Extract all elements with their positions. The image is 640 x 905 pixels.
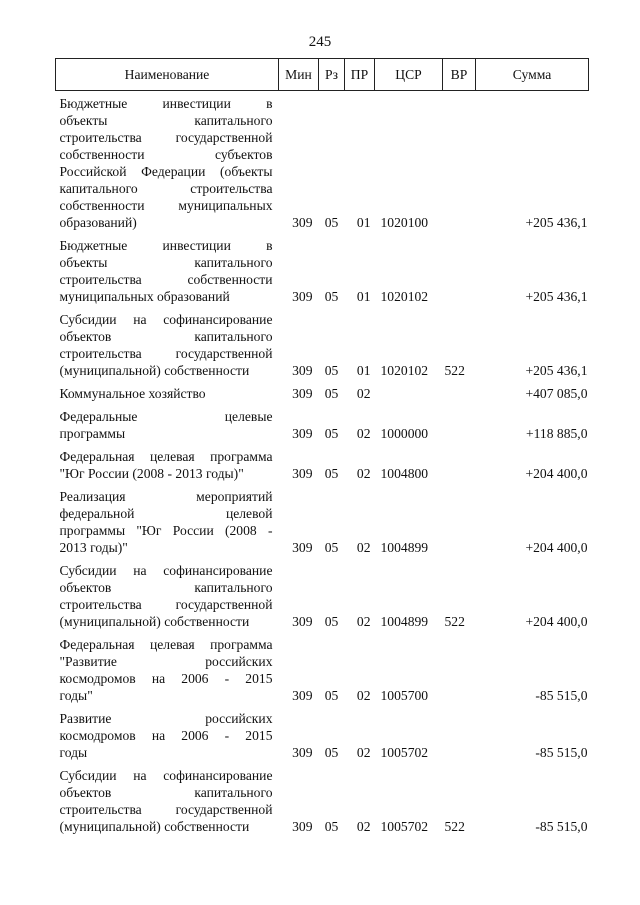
row-min: 309 xyxy=(292,215,313,230)
row-min: 309 xyxy=(292,745,313,760)
row-vr xyxy=(443,91,476,232)
row-min: 309 xyxy=(292,819,313,834)
row-name-line: "Юг России (2008 - 2013 годы)" xyxy=(59,466,244,481)
row-name-line: космодромов на 2006 - 2015 xyxy=(59,728,273,743)
table-row xyxy=(56,704,589,761)
row-name-line: Реализация мероприятий xyxy=(59,489,273,504)
row-rz: 05 xyxy=(324,745,339,760)
table-row xyxy=(56,761,589,835)
page-number: 245 xyxy=(308,34,332,50)
row-name-line: 2013 годы)" xyxy=(59,540,128,555)
row-name xyxy=(56,402,279,442)
row-pr: 02 xyxy=(356,745,371,760)
row-name-line: программы "Юг России (2008 - xyxy=(59,523,273,538)
row-sum: +118 885,0 xyxy=(525,426,588,441)
row-sum: +205 436,1 xyxy=(525,363,588,378)
column-header-csr: ЦСР xyxy=(375,59,443,91)
row-name-line: собственности муниципальных xyxy=(59,198,273,213)
row-min: 309 xyxy=(292,540,313,555)
row-name-line: программы xyxy=(59,426,126,441)
row-name-line: Федеральная целевая программа xyxy=(59,637,273,652)
row-pr: 01 xyxy=(356,363,371,378)
row-min: 309 xyxy=(292,386,313,401)
row-name-line: годы" xyxy=(59,688,93,703)
column-header-pr: ПР xyxy=(345,59,375,91)
row-name xyxy=(56,91,279,232)
row-vr: 522 xyxy=(444,614,465,629)
row-min: 309 xyxy=(292,289,313,304)
row-name-line: Российской Федерации (объекты xyxy=(59,164,273,179)
row-vr xyxy=(443,402,476,442)
row-name xyxy=(56,630,279,704)
column-header-min: Мин xyxy=(279,59,319,91)
row-name-line: объектов капитального xyxy=(59,580,273,595)
row-rz: 05 xyxy=(324,363,339,378)
table-row xyxy=(56,630,589,704)
row-name-line: годы xyxy=(59,745,88,760)
row-pr: 02 xyxy=(356,386,371,401)
row-csr: 1004899 xyxy=(380,540,429,555)
row-csr: 1004899 xyxy=(380,614,429,629)
column-header-name: Наименование xyxy=(56,59,279,91)
row-rz: 05 xyxy=(324,215,339,230)
row-rz: 05 xyxy=(324,289,339,304)
row-csr: 1020100 xyxy=(380,215,429,230)
row-vr xyxy=(443,482,476,556)
row-min: 309 xyxy=(292,363,313,378)
row-name-line: "Развитие российских xyxy=(59,654,273,669)
row-vr xyxy=(443,442,476,482)
row-name-line: строительства собственности xyxy=(59,272,273,287)
row-min: 309 xyxy=(292,466,313,481)
row-pr: 02 xyxy=(356,819,371,834)
row-name xyxy=(56,761,279,835)
table-row xyxy=(56,231,589,305)
row-name-line: строительства государственной xyxy=(59,597,273,612)
row-name-line: объекты капитального xyxy=(59,113,273,128)
row-name-line: строительства государственной xyxy=(59,802,273,817)
row-name-line: строительства государственной xyxy=(59,346,273,361)
row-vr xyxy=(443,630,476,704)
row-vr: 522 xyxy=(444,363,465,378)
row-name-line: Развитие российских xyxy=(59,711,273,726)
row-name-line: Бюджетные инвестиции в xyxy=(59,96,273,111)
row-name-line: Субсидии на софинансирование xyxy=(59,563,273,578)
row-rz: 05 xyxy=(324,614,339,629)
row-rz: 05 xyxy=(324,688,339,703)
row-name-line: (муниципальной) собственности xyxy=(59,614,250,629)
column-header-rz: Рз xyxy=(319,59,345,91)
row-name xyxy=(56,482,279,556)
table-row xyxy=(56,556,589,630)
row-csr xyxy=(375,379,443,402)
row-name xyxy=(56,231,279,305)
row-name-line: космодромов на 2006 - 2015 xyxy=(59,671,273,686)
row-name-line: Федеральные целевые xyxy=(59,409,273,424)
row-name-line: объектов капитального xyxy=(59,785,273,800)
row-sum: -85 515,0 xyxy=(535,745,588,760)
row-csr: 1004800 xyxy=(380,466,429,481)
row-pr: 01 xyxy=(356,215,371,230)
row-name-line: Субсидии на софинансирование xyxy=(59,768,273,783)
table-row xyxy=(56,482,589,556)
row-min: 309 xyxy=(292,688,313,703)
row-name-line: (муниципальной) собственности xyxy=(59,363,250,378)
row-name xyxy=(56,556,279,630)
row-pr: 02 xyxy=(356,466,371,481)
row-min: 309 xyxy=(292,426,313,441)
row-name xyxy=(56,442,279,482)
row-pr: 02 xyxy=(356,614,371,629)
column-header-sum: Сумма xyxy=(476,59,589,91)
table-body xyxy=(56,91,589,836)
row-rz: 05 xyxy=(324,426,339,441)
row-csr: 1005702 xyxy=(380,819,429,834)
table-row xyxy=(56,442,589,482)
row-sum: +204 400,0 xyxy=(525,466,588,481)
row-vr: 522 xyxy=(444,819,465,834)
table-row xyxy=(56,402,589,442)
row-name-line: (муниципальной) собственности xyxy=(59,819,250,834)
row-min: 309 xyxy=(292,614,313,629)
row-name-line: Федеральная целевая программа xyxy=(59,449,273,464)
row-sum: +407 085,0 xyxy=(525,386,588,401)
table-row xyxy=(56,91,589,232)
row-rz: 05 xyxy=(324,386,339,401)
row-name-line: объектов капитального xyxy=(59,329,273,344)
row-name-line: Коммунальное хозяйство xyxy=(59,386,206,401)
budget-table xyxy=(55,58,589,835)
row-name-line: строительства государственной xyxy=(59,130,273,145)
row-sum: +205 436,1 xyxy=(525,289,588,304)
row-name xyxy=(56,305,279,379)
row-name-line: федеральной целевой xyxy=(59,506,273,521)
column-header-vr: ВР xyxy=(443,59,476,91)
row-pr: 02 xyxy=(356,426,371,441)
table-row xyxy=(56,305,589,379)
row-sum: -85 515,0 xyxy=(535,688,588,703)
row-name xyxy=(56,704,279,761)
row-name-line: собственности субъектов xyxy=(59,147,273,162)
table-header-row xyxy=(56,59,589,91)
row-name-line: Субсидии на софинансирование xyxy=(59,312,273,327)
row-sum: +205 436,1 xyxy=(525,215,588,230)
row-vr xyxy=(443,379,476,402)
row-rz: 05 xyxy=(324,466,339,481)
row-csr: 1020102 xyxy=(380,363,429,378)
row-pr: 02 xyxy=(356,540,371,555)
row-rz: 05 xyxy=(324,540,339,555)
row-pr: 02 xyxy=(356,688,371,703)
row-sum: -85 515,0 xyxy=(535,819,588,834)
row-vr xyxy=(443,704,476,761)
row-sum: +204 400,0 xyxy=(525,540,588,555)
row-csr: 1020102 xyxy=(380,289,429,304)
row-name-line: объекты капитального xyxy=(59,255,273,270)
row-sum: +204 400,0 xyxy=(525,614,588,629)
row-name-line: Бюджетные инвестиции в xyxy=(59,238,273,253)
row-name-line: образований) xyxy=(59,215,137,230)
row-csr: 1005702 xyxy=(380,745,429,760)
row-pr: 01 xyxy=(356,289,371,304)
row-name-line: капитального строительства xyxy=(59,181,273,196)
row-rz: 05 xyxy=(324,819,339,834)
row-csr: 1000000 xyxy=(380,426,429,441)
row-name-line: муниципальных образований xyxy=(59,289,230,304)
row-vr xyxy=(443,231,476,305)
table-row xyxy=(56,379,589,402)
row-csr: 1005700 xyxy=(380,688,429,703)
row-name xyxy=(56,379,279,402)
